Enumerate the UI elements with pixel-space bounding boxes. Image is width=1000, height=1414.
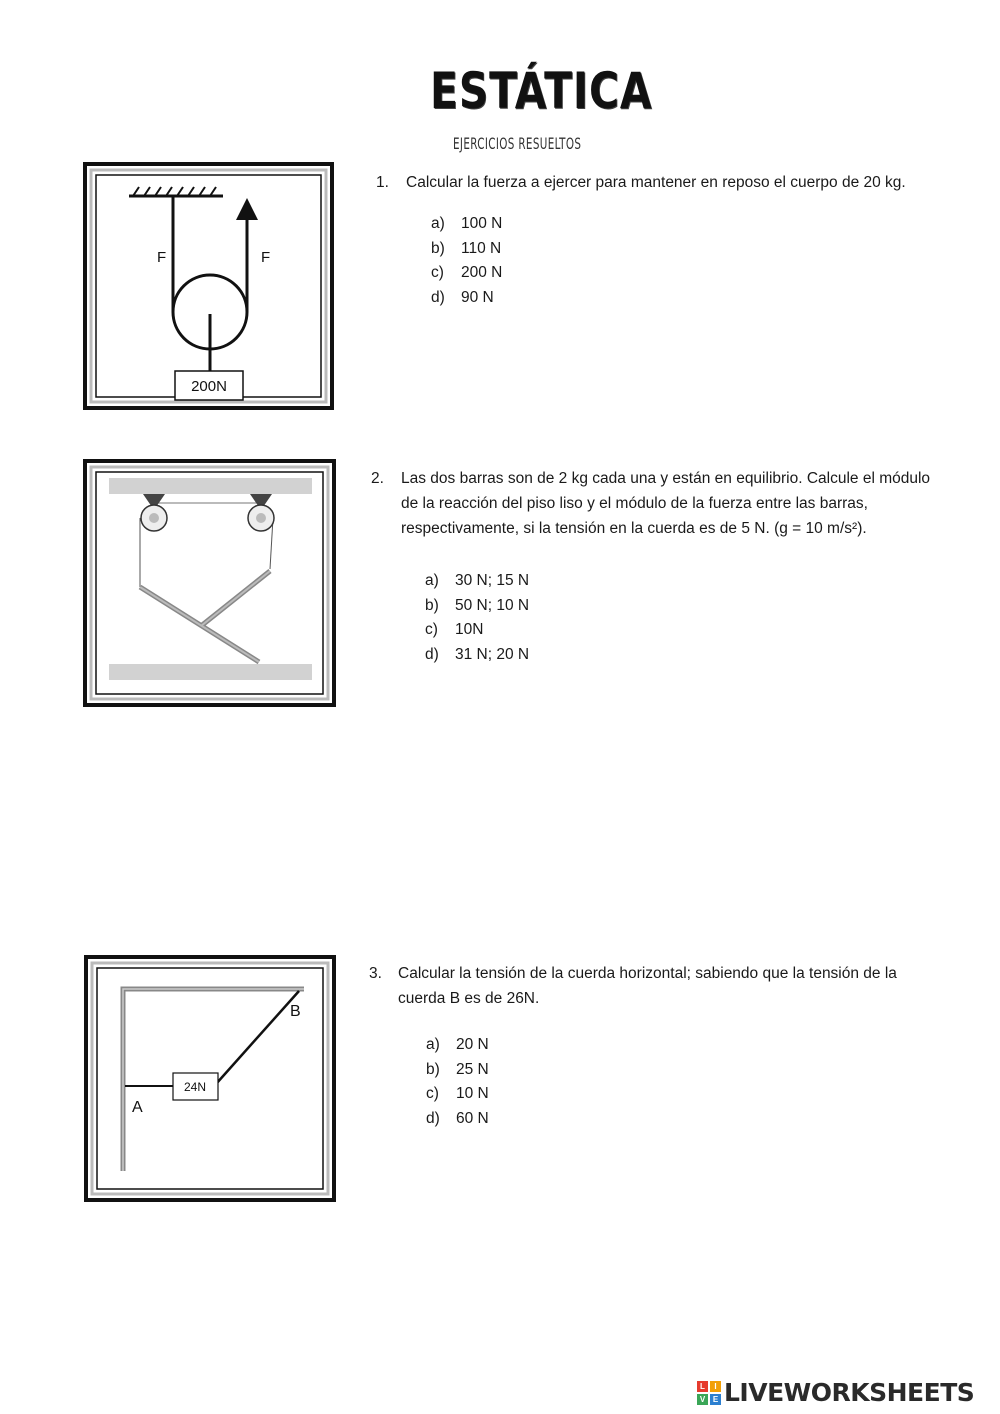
question-number: 2. <box>371 470 384 487</box>
option-d[interactable]: d) 60 N <box>426 1109 489 1127</box>
question-number: 1. <box>376 174 389 191</box>
hanging-block-diagram <box>88 959 332 1198</box>
label-a: A <box>132 1099 143 1116</box>
options-3 <box>426 1033 489 1131</box>
option-a[interactable]: a) 30 N; 15 N <box>425 572 530 589</box>
liveworksheets-logo[interactable] <box>697 1378 974 1407</box>
force-label-left: F <box>157 249 167 266</box>
logo-tile: E <box>710 1394 721 1405</box>
logo-tile: L <box>697 1381 708 1392</box>
logo-icon <box>697 1381 721 1405</box>
question-text: Las dos barras son de 2 kg cada una y están en equilibrio. Calcule el módulo de la reacción del piso liso y el módulo de la fuerza entre las barras, respectivamente, si la tensión en la cuerda es de 5 N. (g = 10 m/s²). <box>401 470 931 537</box>
question-text: Calcular la tensión de la cuerda horizontal; sabiendo que la tensión de la cuerda B es de 26N. <box>398 965 897 1007</box>
option-b[interactable]: b) 110 N <box>431 239 502 257</box>
ceiling-bar <box>109 478 312 494</box>
page-title: ESTÁTICA <box>430 62 653 120</box>
options-1 <box>431 212 502 310</box>
block-label: 24N <box>183 1080 207 1094</box>
block-label: 200N <box>191 378 227 395</box>
options-2 <box>425 569 529 667</box>
logo-tile: I <box>710 1381 721 1392</box>
option-b[interactable]: b) 50 N; 10 N <box>425 596 530 614</box>
label-b: B <box>290 1003 301 1020</box>
option-d[interactable]: d) 90 N <box>431 288 494 306</box>
page-subtitle: EJERCICIOS RESUELTOS <box>453 134 582 153</box>
option-a[interactable]: a) 20 N <box>426 1036 489 1053</box>
force-arrow-head <box>236 198 258 220</box>
option-c[interactable]: c) 10N <box>425 621 484 638</box>
option-a[interactable]: a) 100 N <box>431 215 503 232</box>
question-text: Calcular la fuerza a ejercer para mantener en reposo el cuerpo de 20 kg. <box>406 174 906 191</box>
option-d[interactable]: d) 31 N; 20 N <box>425 645 530 663</box>
logo-tile: V <box>697 1394 708 1405</box>
force-label-right: F <box>261 249 271 266</box>
rope-b <box>216 991 299 1084</box>
option-c[interactable]: c) 200 N <box>431 264 503 281</box>
option-c[interactable]: c) 10 N <box>426 1085 489 1102</box>
figure-bars <box>83 459 336 707</box>
option-b[interactable]: b) 25 N <box>426 1060 489 1078</box>
floor-bar <box>109 664 312 680</box>
figure-hanging-block <box>84 955 336 1202</box>
figure-pulley <box>83 162 334 410</box>
question-number: 3. <box>369 965 382 982</box>
brand-name: LIVEWORKSHEETS <box>724 1378 975 1407</box>
pulley-diagram <box>87 166 330 406</box>
bars-diagram <box>87 463 332 703</box>
